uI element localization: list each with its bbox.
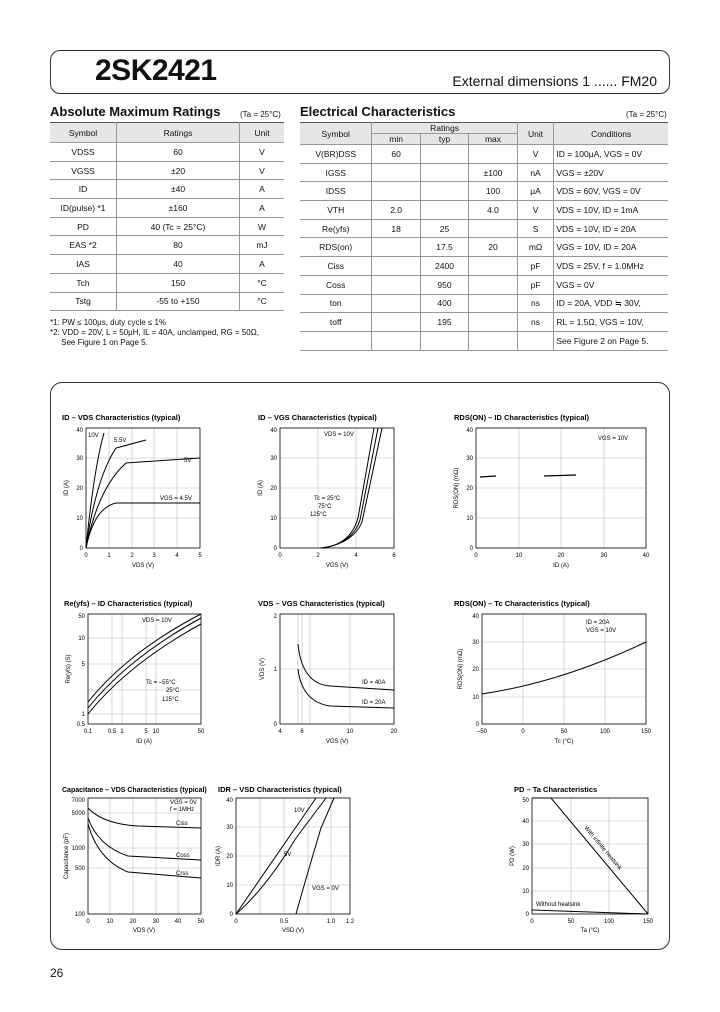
- g6-xtick: 100: [599, 729, 611, 735]
- g4-ytick: 10: [78, 636, 85, 642]
- abs-max-cell-unit: °C: [240, 273, 285, 292]
- g4-xtick: 0.1: [83, 729, 93, 735]
- elec-cell-max: 4.0: [469, 201, 517, 220]
- g8-ylabel: IDR (A): [216, 846, 222, 866]
- elec-cell-cond: VGS = ±20V: [554, 163, 668, 182]
- g7-ylabel: Capacitance (pF): [64, 832, 70, 880]
- chart-rdson-tc: [446, 596, 656, 751]
- g1-xtick: 5: [198, 553, 202, 559]
- col-e-typ: typ: [420, 134, 468, 145]
- g1-label-5-5v: 5.5V: [114, 438, 127, 444]
- g2-ylabel: ID (A): [258, 480, 264, 496]
- g1-label-10v: 10V: [88, 433, 99, 439]
- abs-max-cell-rating: 60: [117, 143, 240, 162]
- g5-xtick: 20: [390, 729, 398, 735]
- abs-max-cell-symbol: VDSS: [50, 143, 117, 162]
- elec-cell-symbol: RDS(on): [300, 238, 372, 257]
- g6-ytick: 20: [472, 667, 479, 673]
- table-row: [300, 238, 668, 257]
- g9-ytick: 20: [522, 866, 529, 872]
- g6-xtick: 0: [521, 729, 525, 735]
- g4-ytick: 5: [81, 662, 85, 668]
- table-row: [300, 294, 668, 313]
- g8-ytick: 30: [226, 825, 233, 831]
- g7-xlabel: VDS (V): [132, 928, 156, 934]
- abs-max-table: [50, 122, 284, 311]
- elec-cell-cond: RL = 1.5Ω, VGS = 10V,: [554, 313, 668, 332]
- g3-ytick: 30: [466, 456, 473, 462]
- elec-cell-min: 60: [372, 145, 420, 164]
- g3-xtick: 40: [642, 553, 650, 559]
- g4-xtick: 5: [144, 729, 148, 735]
- g4-xtick: 50: [197, 729, 205, 735]
- elec-cell-min: [372, 182, 420, 201]
- g7-label-f: f = 1MHz: [170, 807, 195, 813]
- g8-xtick: 0: [234, 919, 238, 925]
- chart-vds-vgs: [250, 596, 410, 751]
- g9-xtick: 150: [642, 919, 654, 925]
- g8-title: IDR – VSD Characteristics (typical): [218, 785, 342, 794]
- elec-cell-typ: 2400: [420, 257, 468, 276]
- abs-max-cell-symbol: ID(pulse) *1: [50, 199, 117, 218]
- elec-cell-unit: pF: [517, 257, 554, 276]
- abs-max-cell-symbol: VGSS: [50, 161, 117, 180]
- col-e-unit: Unit: [517, 123, 554, 145]
- external-dimensions: External dimensions 1 ...... FM20: [452, 73, 657, 89]
- g6-ytick: 30: [472, 640, 479, 646]
- g4-xtick: 0.5: [107, 729, 117, 735]
- g8-xtick: 1.2: [345, 919, 355, 925]
- g6-xtick: 50: [560, 729, 568, 735]
- elec-cell-unit: nA: [517, 163, 554, 182]
- g9-ytick: 40: [522, 819, 529, 825]
- g7-xtick: 30: [152, 919, 160, 925]
- table-row: [50, 273, 284, 292]
- g8-xlabel: VSD (V): [281, 928, 305, 934]
- g7-label-ciss: Ciss: [176, 821, 188, 827]
- g6-ylabel: RDS(ON) (mΩ): [458, 648, 464, 690]
- elec-table: [300, 122, 668, 351]
- g7-ytick: 5000: [71, 811, 85, 817]
- chart-idr-vsd: [210, 782, 370, 937]
- g4-title: Re(yfs) – ID Characteristics (typical): [64, 599, 193, 608]
- g1-xlabel: VDS (V): [131, 563, 155, 569]
- page-number: 26: [50, 966, 64, 980]
- g1-label-5v: 5V: [184, 458, 192, 464]
- elec-cell-typ: [420, 182, 468, 201]
- table-row: [300, 313, 668, 332]
- elec-cell-typ: [420, 145, 468, 164]
- g6-label-id: ID = 20A: [586, 620, 610, 626]
- abs-max-cell-rating: 40 (Tc = 25°C): [117, 217, 240, 236]
- elec-cell-symbol: Re(yfs): [300, 219, 372, 238]
- elec-cell-min: [372, 331, 420, 350]
- g5-xlabel: VGS (V): [325, 739, 349, 745]
- g4-ylabel: Re(yfs) (S): [66, 654, 72, 684]
- table-row: [50, 180, 284, 199]
- chart-pd-ta: [500, 782, 660, 937]
- g3-ytick: 10: [466, 516, 473, 522]
- g3-xtick: 20: [557, 553, 565, 559]
- g5-label-20a: ID = 20A: [362, 700, 386, 706]
- table-row: [50, 236, 284, 255]
- elec-cell-max: ±100: [469, 163, 517, 182]
- table-row: [300, 201, 668, 220]
- abs-max-cell-symbol: EAS *2: [50, 236, 117, 255]
- part-number: 2SK2421: [95, 54, 217, 87]
- g5-xtick: 4: [278, 729, 282, 735]
- elec-cell-min: 18: [372, 219, 420, 238]
- col-e-min: min: [372, 134, 420, 145]
- g7-ytick: 1000: [71, 846, 85, 852]
- elec-cell-symbol: toff: [300, 313, 372, 332]
- abs-max-cell-unit: V: [240, 161, 285, 180]
- g4-ytick: 50: [78, 614, 85, 620]
- abs-max-notes: [50, 318, 259, 348]
- elec-cell-unit: S: [517, 219, 554, 238]
- g5-xtick: 6: [300, 729, 304, 735]
- g6-xlabel: Tc (°C): [554, 739, 574, 745]
- g5-title: VDS – VGS Characteristics (typical): [258, 599, 385, 608]
- table-row: [50, 255, 284, 274]
- elec-ta-note: (Ta = 25°C): [626, 110, 667, 119]
- g6-xtick: –50: [476, 729, 488, 735]
- elec-cell-unit: [517, 331, 554, 350]
- g3-ytick: 40: [466, 428, 473, 434]
- g3-xtick: 0: [474, 553, 478, 559]
- g7-ytick: 100: [74, 912, 85, 918]
- chart-capacitance-vds: [60, 782, 220, 937]
- col-e-conditions: Conditions: [554, 123, 668, 145]
- elec-cell-typ: [420, 163, 468, 182]
- g2-label-vds: VDS = 10V: [324, 432, 354, 438]
- elec-cell-min: [372, 313, 420, 332]
- elec-cell-unit: pF: [517, 275, 554, 294]
- g2-label-25c: Tc = 25°C: [314, 496, 341, 502]
- table-row: [50, 199, 284, 218]
- elec-cell-symbol: Coss: [300, 275, 372, 294]
- g6-ytick: 10: [472, 695, 479, 701]
- table-row: [50, 161, 284, 180]
- g9-xtick: 50: [567, 919, 575, 925]
- col-e-symbol: Symbol: [300, 123, 372, 145]
- elec-cell-max: 20: [469, 238, 517, 257]
- g1-ylabel: ID (A): [64, 480, 70, 496]
- chart-rdson-id: [446, 410, 656, 569]
- g9-label-inf: With infinite heatsink: [582, 825, 623, 872]
- table-row: [300, 163, 668, 182]
- abs-max-cell-symbol: IAS: [50, 255, 117, 274]
- table-row: [300, 145, 668, 164]
- table-row: [300, 257, 668, 276]
- g8-xtick: 0.5: [279, 919, 289, 925]
- g3-ytick: 20: [466, 486, 473, 492]
- abs-max-cell-symbol: ID: [50, 180, 117, 199]
- g3-xlabel: ID (A): [553, 563, 569, 569]
- elec-cell-cond: ID = 100μA, VGS = 0V: [554, 145, 668, 164]
- elec-title: Electrical Characteristics: [300, 104, 456, 119]
- g5-ytick: 0: [273, 722, 277, 728]
- g4-xlabel: ID (A): [136, 739, 152, 745]
- elec-cell-cond: VGS = 0V: [554, 275, 668, 294]
- g2-ytick: 10: [270, 516, 277, 522]
- elec-cell-min: [372, 238, 420, 257]
- elec-cell-cond: VDS = 10V, ID = 20A: [554, 219, 668, 238]
- g4-xtick: 10: [152, 729, 160, 735]
- g3-ytick: 0: [469, 546, 473, 552]
- g4-label-25: 25°C: [166, 688, 180, 694]
- g2-ytick: 40: [270, 428, 277, 434]
- elec-cell-max: [469, 331, 517, 350]
- col-e-ratings: Ratings: [372, 123, 517, 134]
- elec-cell-cond: See Figure 2 on Page 5.: [554, 331, 668, 350]
- elec-cell-max: 100: [469, 182, 517, 201]
- elec-cell-cond: VDS = 25V, f = 1.0MHz: [554, 257, 668, 276]
- abs-max-cell-unit: A: [240, 180, 285, 199]
- chart-yfs-id: [60, 596, 220, 751]
- elec-cell-min: [372, 163, 420, 182]
- g4-label-vds: VDS = 10V: [142, 618, 172, 624]
- g3-xtick: 30: [600, 553, 608, 559]
- elec-cell-symbol: Ciss: [300, 257, 372, 276]
- g9-xtick: 0: [530, 919, 534, 925]
- chart-id-vds: [60, 410, 220, 569]
- g2-ytick: 0: [273, 546, 277, 552]
- g1-label-4-5v: VGS = 4.5V: [160, 496, 192, 502]
- g2-label-75c: 75°C: [318, 504, 332, 510]
- g1-ytick: 10: [76, 516, 83, 522]
- abs-max-cell-unit: °C: [240, 292, 285, 311]
- table-row: [300, 219, 668, 238]
- g6-ytick: 0: [475, 722, 479, 728]
- abs-max-cell-unit: V: [240, 143, 285, 162]
- table-row: [50, 143, 284, 162]
- g8-ytick: 40: [226, 798, 233, 804]
- elec-cell-max: [469, 257, 517, 276]
- g7-label-coss: Coss: [176, 853, 190, 859]
- note-3: See Figure 1 on Page 5.: [50, 338, 148, 347]
- elec-cell-unit: μA: [517, 182, 554, 201]
- elec-cell-max: [469, 275, 517, 294]
- elec-cell-symbol: V(BR)DSS: [300, 145, 372, 164]
- g9-xtick: 100: [603, 919, 615, 925]
- g1-xtick: 0: [84, 553, 88, 559]
- g9-ytick: 0: [525, 912, 529, 918]
- elec-cell-unit: mΩ: [517, 238, 554, 257]
- g3-title: RDS(ON) – ID Characteristics (typical): [454, 413, 590, 422]
- g7-xtick: 50: [197, 919, 205, 925]
- g1-xtick: 3: [152, 553, 156, 559]
- elec-cell-unit: V: [517, 201, 554, 220]
- note-1: *1: PW ≤ 100μs, duty cycle ≤ 1%: [50, 318, 167, 327]
- elec-cell-max: [469, 145, 517, 164]
- abs-max-title: Absolute Maximum Ratings: [50, 104, 221, 119]
- g2-xlabel: VGS (V): [325, 563, 349, 569]
- g1-title: ID – VDS Characteristics (typical): [62, 413, 181, 422]
- g8-xtick: 1.0: [326, 919, 336, 925]
- g2-label-125c: 125°C: [310, 512, 327, 518]
- elec-cell-min: [372, 257, 420, 276]
- table-row: [300, 275, 668, 294]
- elec-cell-symbol: [300, 331, 372, 350]
- g2-ytick: 20: [270, 486, 277, 492]
- g9-ytick: 30: [522, 842, 529, 848]
- g9-ytick: 10: [522, 889, 529, 895]
- g2-title: ID – VGS Characteristics (typical): [258, 413, 377, 422]
- g8-ytick: 20: [226, 854, 233, 860]
- table-row: [300, 182, 668, 201]
- elec-cell-unit: ns: [517, 294, 554, 313]
- elec-cell-typ: 195: [420, 313, 468, 332]
- g1-xtick: 1: [107, 553, 111, 559]
- elec-cell-typ: 17.5: [420, 238, 468, 257]
- g7-ytick: 500: [74, 866, 85, 872]
- g2-xtick: 6: [392, 553, 396, 559]
- table-row: [50, 217, 284, 236]
- abs-max-ta-note: (Ta = 25°C): [240, 110, 281, 119]
- abs-max-cell-rating: 150: [117, 273, 240, 292]
- elec-cell-typ: [420, 201, 468, 220]
- g7-title: Capacitance – VDS Characteristics (typical): [62, 787, 207, 794]
- elec-cell-max: [469, 294, 517, 313]
- abs-max-cell-unit: W: [240, 217, 285, 236]
- g6-label-vgs: VGS = 10V: [586, 628, 617, 634]
- g9-ytick: 50: [522, 798, 529, 804]
- elec-cell-cond: VDS = 60V, VGS = 0V: [554, 182, 668, 201]
- g8-ytick: 10: [226, 883, 233, 889]
- elec-cell-max: [469, 219, 517, 238]
- g3-xtick: 10: [515, 553, 523, 559]
- g7-xtick: 0: [86, 919, 90, 925]
- g7-xtick: 10: [106, 919, 114, 925]
- chart-id-vgs: [250, 410, 410, 569]
- table-row: [50, 292, 284, 311]
- g1-ytick: 20: [76, 486, 83, 492]
- abs-max-cell-symbol: Tch: [50, 273, 117, 292]
- elec-cell-min: [372, 275, 420, 294]
- g6-title: RDS(ON) – Tc Characteristics (typical): [454, 599, 590, 608]
- elec-cell-unit: V: [517, 145, 554, 164]
- g9-xlabel: Ta (°C): [580, 928, 600, 934]
- g5-label-40a: ID = 40A: [362, 680, 386, 686]
- g9-title: PD – Ta Characteristics: [514, 785, 598, 794]
- elec-cell-typ: 400: [420, 294, 468, 313]
- g5-ytick: 2: [273, 614, 277, 620]
- g4-ytick: 0.5: [76, 722, 85, 728]
- elec-cell-typ: 25: [420, 219, 468, 238]
- g1-ytick: 40: [76, 428, 83, 434]
- g6-xtick: 150: [640, 729, 652, 735]
- elec-cell-symbol: ton: [300, 294, 372, 313]
- abs-max-cell-rating: -55 to +150: [117, 292, 240, 311]
- abs-max-cell-unit: A: [240, 199, 285, 218]
- g7-label-vgs: VGS = 0V: [170, 800, 197, 806]
- abs-max-cell-rating: ±20: [117, 161, 240, 180]
- g8-label-5v: 5V: [284, 852, 292, 858]
- g3-ylabel: RDS(ON) (mΩ): [454, 467, 460, 509]
- g8-label-10v: 10V: [294, 808, 305, 814]
- g7-xtick: 20: [129, 919, 137, 925]
- g2-xtick: 0: [278, 553, 282, 559]
- g1-xtick: 2: [130, 553, 134, 559]
- g1-xtick: 4: [175, 553, 179, 559]
- g1-ytick: 0: [79, 546, 83, 552]
- abs-max-cell-unit: A: [240, 255, 285, 274]
- g8-ytick: 0: [229, 912, 233, 918]
- elec-cell-symbol: IGSS: [300, 163, 372, 182]
- col-e-max: max: [469, 134, 517, 145]
- abs-max-cell-rating: ±40: [117, 180, 240, 199]
- col-unit: Unit: [240, 123, 285, 143]
- elec-cell-typ: 950: [420, 275, 468, 294]
- elec-cell-unit: ns: [517, 313, 554, 332]
- col-symbol: Symbol: [50, 123, 117, 143]
- elec-cell-cond: VDS = 10V, ID = 1mA: [554, 201, 668, 220]
- abs-max-cell-rating: 40: [117, 255, 240, 274]
- abs-max-cell-unit: mJ: [240, 236, 285, 255]
- g2-xtick: 2: [316, 553, 320, 559]
- g5-ytick: 1: [273, 667, 277, 673]
- g7-label-crss: Crss: [176, 871, 189, 877]
- g7-xtick: 40: [174, 919, 182, 925]
- abs-max-cell-symbol: Tstg: [50, 292, 117, 311]
- abs-max-cell-symbol: PD: [50, 217, 117, 236]
- elec-cell-symbol: IDSS: [300, 182, 372, 201]
- elec-cell-min: 2.0: [372, 201, 420, 220]
- table-row: [300, 331, 668, 350]
- g5-xtick: 10: [346, 729, 354, 735]
- g4-xtick: 1: [120, 729, 124, 735]
- elec-cell-typ: [420, 331, 468, 350]
- g9-ylabel: PD (W): [510, 846, 516, 866]
- note-2: *2: VDD = 20V, L = 50μH, IL = 40A, unclamped, RG = 50Ω,: [50, 328, 259, 337]
- g6-ytick: 40: [472, 614, 479, 620]
- g4-ytick: 1: [81, 712, 85, 718]
- g2-xtick: 4: [354, 553, 358, 559]
- g7-ytick: 7000: [71, 798, 85, 804]
- elec-cell-min: [372, 294, 420, 313]
- g5-ylabel: VDS (V): [260, 657, 266, 681]
- abs-max-cell-rating: ±160: [117, 199, 240, 218]
- elec-cell-max: [469, 313, 517, 332]
- g3-label-vgs: VGS = 10V: [598, 436, 629, 442]
- g9-label-no: Without heatsink: [536, 902, 581, 908]
- g2-ytick: 30: [270, 456, 277, 462]
- header-box: [50, 50, 670, 94]
- g4-label-125: 125°C: [162, 697, 179, 703]
- elec-cell-cond: ID = 20A, VDD ≒ 30V,: [554, 294, 668, 313]
- abs-max-cell-rating: 80: [117, 236, 240, 255]
- g8-label-0v: VGS = 0V: [312, 886, 339, 892]
- elec-cell-cond: VGS = 10V, ID = 20A: [554, 238, 668, 257]
- col-ratings: Ratings: [117, 123, 240, 143]
- g4-label-m55: Tc = –55°C: [146, 680, 176, 686]
- g1-ytick: 30: [76, 456, 83, 462]
- elec-cell-symbol: VTH: [300, 201, 372, 220]
